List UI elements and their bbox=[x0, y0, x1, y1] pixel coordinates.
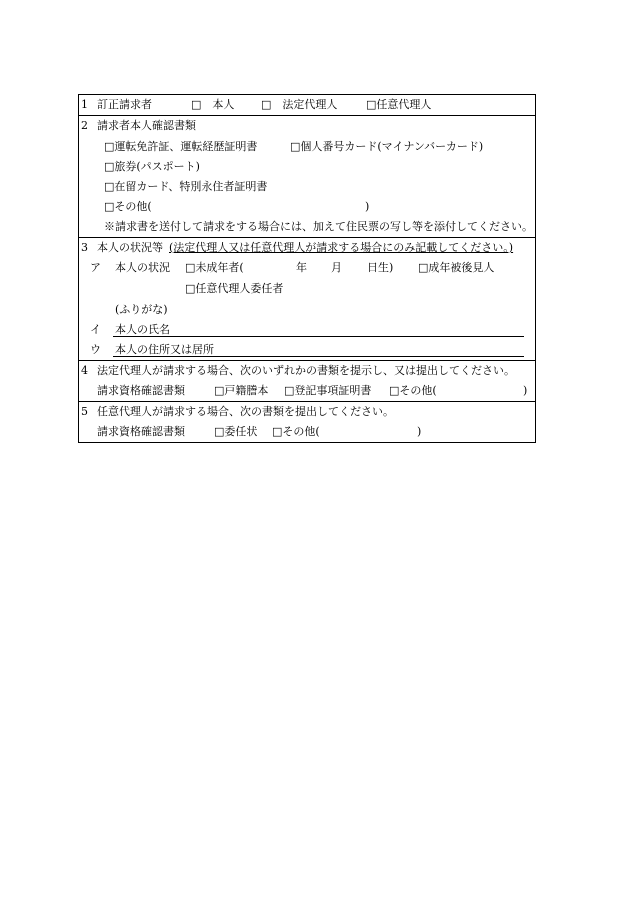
principal-status-label: 本人の状況等 bbox=[97, 241, 163, 254]
checkbox-residence-card[interactable]: □在留カード、特別永住者証明書 bbox=[104, 180, 268, 193]
checkbox-power-of-attorney[interactable]: □委任状 bbox=[214, 425, 258, 438]
paren-close: ) bbox=[417, 425, 422, 438]
furigana-label: (ふりがな) bbox=[115, 303, 168, 316]
section-voluntary-agent-documents bbox=[79, 401, 535, 442]
checkbox-family-register[interactable]: □戸籍謄本 bbox=[214, 384, 269, 397]
section-number: 4 bbox=[81, 364, 88, 377]
checkbox-voluntary-principal[interactable]: □任意代理人委任者 bbox=[185, 282, 284, 295]
principal-name-label: 本人の氏名 bbox=[115, 323, 170, 336]
section-number: 3 bbox=[81, 241, 88, 254]
section-number: 2 bbox=[81, 119, 88, 132]
item-marker-i: イ bbox=[90, 323, 101, 336]
qualification-docs-label: 請求資格確認書類 bbox=[97, 384, 185, 397]
principal-condition-label: 本人の状況 bbox=[115, 261, 170, 274]
request-form bbox=[78, 94, 536, 443]
principal-address-label: 本人の住所又は居所 bbox=[115, 343, 214, 356]
section-number: 5 bbox=[81, 405, 88, 418]
checkbox-adult-ward[interactable]: □成年被後見人 bbox=[418, 261, 495, 274]
checkbox-other-id[interactable]: □その他( bbox=[104, 200, 152, 213]
section-principal-status bbox=[79, 237, 535, 360]
checkbox-other-voluntary[interactable]: □その他( bbox=[272, 425, 320, 438]
principal-address-field[interactable] bbox=[113, 356, 524, 357]
checkbox-self[interactable]: □ 本人 bbox=[191, 98, 235, 111]
paren-close: ) bbox=[523, 384, 528, 397]
checkbox-registry-certificate[interactable]: □登記事項証明書 bbox=[284, 384, 372, 397]
section-requester bbox=[79, 95, 535, 115]
birth-day-label: 日生) bbox=[367, 261, 394, 274]
checkbox-minor[interactable]: □未成年者( bbox=[185, 261, 244, 274]
section-number: 1 bbox=[81, 98, 88, 111]
section-identity-documents bbox=[79, 115, 535, 237]
qualification-docs-label: 請求資格確認書類 bbox=[97, 425, 185, 438]
voluntary-agent-instruction: 任意代理人が請求する場合、次の書類を提出してください。 bbox=[97, 405, 394, 418]
principal-name-field[interactable] bbox=[113, 336, 524, 337]
checkbox-passport[interactable]: □旅券(パスポート) bbox=[104, 160, 200, 173]
checkbox-voluntary-agent[interactable]: □任意代理人 bbox=[366, 98, 432, 111]
paren-close: ) bbox=[365, 200, 370, 213]
checkbox-other-legal[interactable]: □その他( bbox=[389, 384, 437, 397]
section-legal-agent-documents bbox=[79, 360, 535, 401]
mail-request-note: ※請求書を送付して請求をする場合には、加えて住民票の写し等を添付してください。 bbox=[104, 220, 533, 233]
legal-agent-instruction: 法定代理人が請求する場合、次のいずれかの書類を提示し、又は提出してください。 bbox=[97, 364, 515, 377]
checkbox-drivers-license[interactable]: □運転免許証、運転経歴証明書 bbox=[104, 140, 258, 153]
birth-month-label: 月 bbox=[331, 261, 342, 274]
item-marker-a: ア bbox=[90, 261, 101, 274]
birth-year-label: 年 bbox=[296, 261, 307, 274]
checkbox-mynumber-card[interactable]: □個人番号カード(マイナンバーカード) bbox=[290, 140, 484, 153]
identity-docs-label: 請求者本人確認書類 bbox=[97, 119, 196, 132]
checkbox-legal-agent[interactable]: □ 法定代理人 bbox=[261, 98, 338, 111]
item-marker-u: ウ bbox=[90, 343, 101, 356]
requester-label: 訂正請求者 bbox=[97, 98, 152, 111]
principal-status-instruction: (法定代理人又は任意代理人が請求する場合にのみ記載してください。) bbox=[169, 241, 514, 254]
